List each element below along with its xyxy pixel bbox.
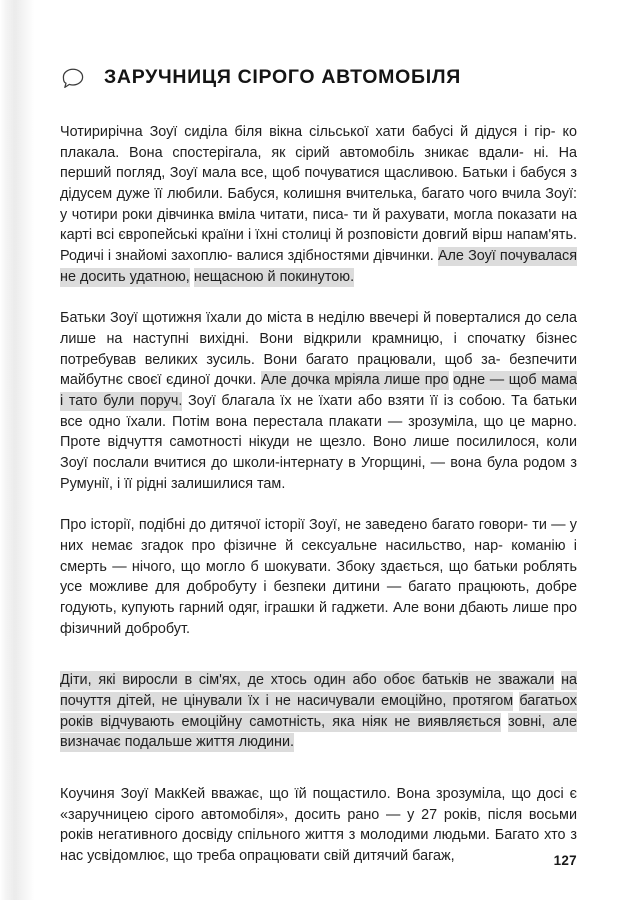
text-line: валися здібностями дівчинки. <box>236 248 438 265</box>
paragraph-gap <box>60 774 577 784</box>
text-line: ко плакала. Вона спостерігала, як сірий автомобіль зникає вдали- <box>60 124 577 161</box>
highlighted-text: Але дочка мріяла лише про <box>260 372 449 389</box>
text-line: Батьки і бабуся з дідусем дуже її любили. Бабуся, колишня вчителька, <box>60 165 578 203</box>
text-line: бізнес потребував великих зусиль. Вони багато працювали, щоб за- <box>60 331 578 368</box>
text-line: зрозуміла, що це марно. Проте відчуття самотності нікуди не щезло. <box>60 413 577 451</box>
page-title: ЗАРУЧНИЦЯ СІРОГО АВТОМОБІЛЯ <box>104 66 461 89</box>
text-line: столиці й розповісти довгий вірш напам'ять. Родичі і знайомі захоплю- <box>60 227 578 265</box>
text-line: Чотирирічна Зоуї сиділа біля вікна сільської хати бабусі й дідуся і гір- <box>60 124 556 140</box>
page-number: 127 <box>553 853 577 868</box>
highlighted-text: Діти, які виросли в сім'ях, де хтось один або обоє батьків не зважали <box>60 672 555 689</box>
text-line: безпечити майбутнє своєї єдиної дочки. <box>60 351 578 389</box>
text-line: досі є «заручницею сірого автомобіля», досить рано — у 27 років, після <box>60 786 578 823</box>
text-line: її із собою. Та батьки все одно їхали. Потім вона перестала плакати — <box>60 393 578 430</box>
text-line: ти — у них немає згадок про фізичне й сексуальне насильство, нар- <box>60 517 577 555</box>
highlighted-text: багатьох років відчувають емоційну самотність, яка ніяк не виявляється <box>60 693 578 730</box>
paragraph-1 <box>60 122 577 287</box>
highlighted-text: зовні, але визначає подальше життя людини. <box>60 713 577 751</box>
text-line: Коучиня Зоуї МакКей вважає, що їй пощастило. Вона зрозуміла, що <box>60 786 532 803</box>
paragraph-5 <box>60 784 577 867</box>
paragraph-2 <box>60 308 577 494</box>
body-text <box>60 122 577 867</box>
text-line: ні. На перший погляд, Зоуї мала все, щоб почуватися щасливою. <box>60 144 577 182</box>
text-line: ти й рахувати, могла показати на карті всі європейські країни і їхні <box>60 206 578 244</box>
highlighted-text: одне — щоб мама і тато були поруч. <box>60 372 578 410</box>
text-line: в Угорщині, — вона була родом з Румунії, і її рідні залишилися там. <box>60 455 578 492</box>
chapter-heading <box>60 64 577 92</box>
text-line: Батьки Зоуї щотижня їхали до міста в неділю ввечері й поверталися <box>60 310 521 327</box>
paragraph-4-highlighted <box>60 670 577 753</box>
text-line: багато чого вчила Зоуї: у чотири роки дівчинка вміла читати, писа- <box>60 186 578 223</box>
text-line: вони дбають лише про фізичний добробут. <box>60 600 577 637</box>
text-line: Зоуї благала їх не їхати або взяти <box>182 393 425 410</box>
text-line: батьки роблять усе можливе для добробуту і безпеки дитини — багато <box>60 558 577 596</box>
text-line: команію і смерть — нічого, що могло б шокувати. Збоку здається, що <box>60 538 577 575</box>
text-line: Багато хто з нас усвідомлює, що треба опрацювати свій дитячий багаж, <box>60 827 577 865</box>
paragraph-gap <box>60 660 577 670</box>
text-line: працюють, добре годують, купують гарний одяг, іграшки й гаджети. Але <box>60 579 577 617</box>
highlighted-text: на почуття дітей, не цінували їх і не насичували емоційно, протягом <box>60 672 578 710</box>
speech-bubble-icon <box>60 66 86 92</box>
highlighted-text: Але Зоуї почувалася не досить удатною, <box>60 248 577 285</box>
highlighted-text: нещасною й покинутою. <box>193 268 355 285</box>
text-line: до села лише на наступні вихідні. Вони відкрили крамницю, і спочатку <box>60 310 578 348</box>
text-line: Про історії, подібні до дитячої історії Зоуї, не заведено багато говори- <box>60 517 529 534</box>
text-line: Воно лише посилилося, коли Зоуї послали вчитися до школи-інтернату <box>60 434 577 472</box>
text-line: восьми років негативного досвіду спільного життя з молодими людьми. <box>60 806 577 844</box>
paragraph-3 <box>60 515 577 639</box>
